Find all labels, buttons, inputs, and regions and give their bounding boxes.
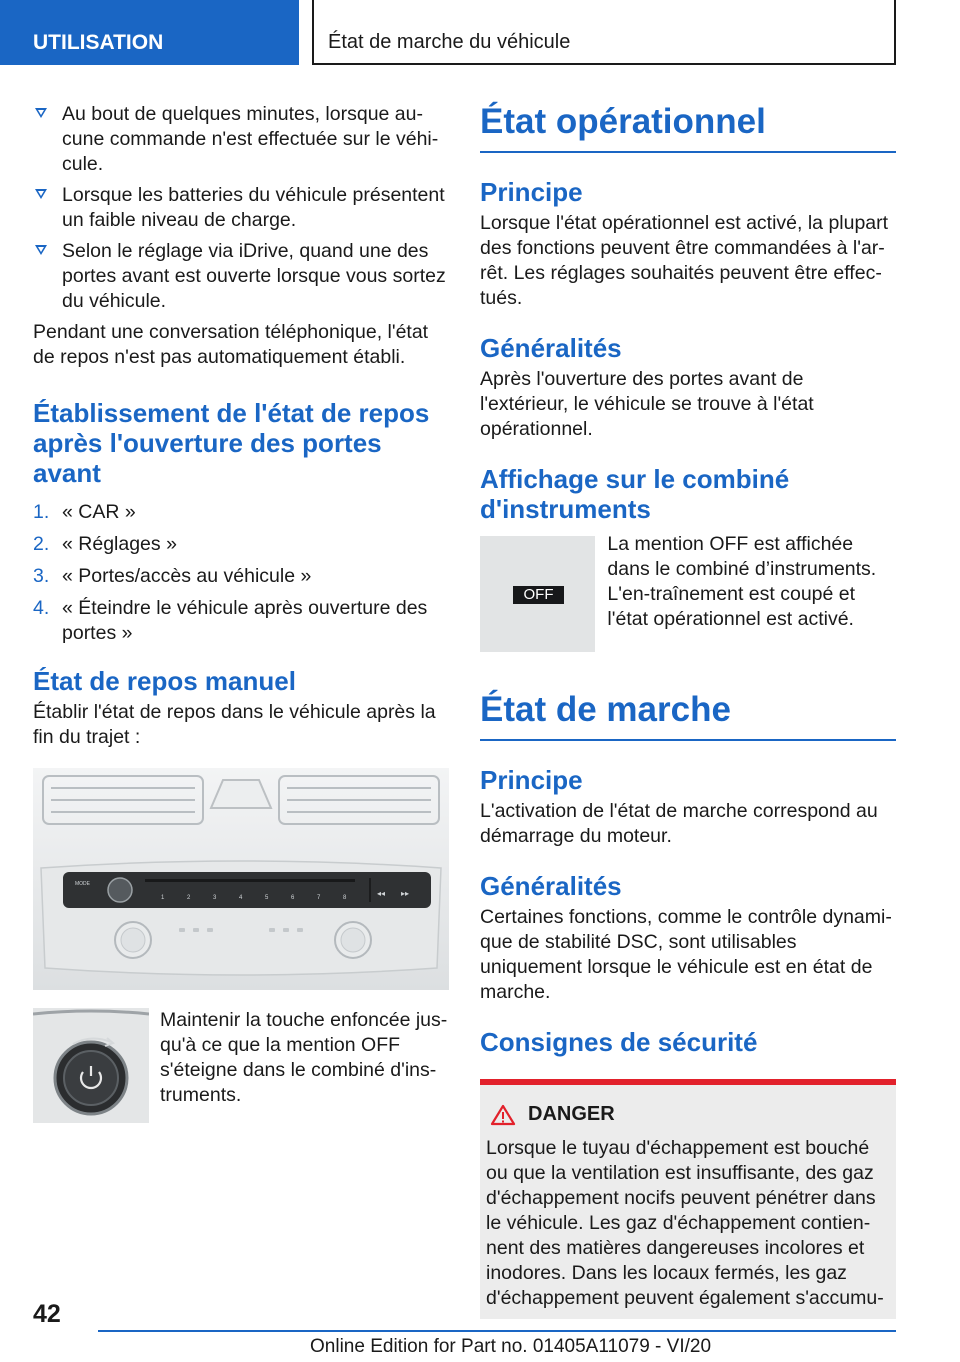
left-column bbox=[33, 102, 449, 1123]
radio-preset-6: 6 bbox=[291, 895, 295, 901]
radio-preset-1: 1 bbox=[161, 895, 165, 901]
principle-1-paragraph: Lorsque l'état opérationnel est activé, la plupart des fonctions peuvent être commandées à l'ar-rêt. Les réglages souhaités peuvent être effec-tués. bbox=[480, 212, 889, 309]
radio-panel-illustration bbox=[33, 768, 449, 990]
steps-list bbox=[33, 500, 449, 646]
svg-text:◂◂: ◂◂ bbox=[377, 889, 386, 898]
footer-divider bbox=[98, 1330, 896, 1332]
heading-principle-2: Principe bbox=[480, 765, 583, 795]
list-item: Lorsque les batteries du véhicule présentent un faible niveau de charge. bbox=[33, 183, 449, 233]
list-item: 3. « Portes/accès au véhicule » bbox=[33, 565, 312, 587]
warning-triangle-icon bbox=[490, 1104, 516, 1126]
danger-label: DANGER bbox=[528, 1103, 615, 1125]
off-indicator-illustration bbox=[480, 536, 595, 652]
heading-running: État de marche bbox=[480, 690, 896, 741]
radio-panel-drawing bbox=[33, 768, 449, 990]
heading-doors: Établissement de l'état de repos après l'ouverture des portes avant bbox=[33, 398, 430, 488]
display-paragraph: La mention OFF est affichée dans le combiné d’instruments. L'en-traînement est coupé et l'état opérationnel est activé. bbox=[607, 533, 877, 630]
heading-safety: Consignes de sécurité bbox=[480, 1027, 758, 1057]
right-column bbox=[480, 102, 896, 1319]
danger-header bbox=[486, 1103, 890, 1126]
knob-instruction bbox=[33, 1008, 449, 1123]
heading-operational: État opérationnel bbox=[480, 102, 896, 153]
triangle-bullet-icon bbox=[35, 108, 47, 118]
heading-general-1: Généralités bbox=[480, 333, 622, 363]
page-number: 42 bbox=[33, 1300, 61, 1328]
off-indicator-label: OFF bbox=[513, 586, 564, 604]
radio-preset-7: 7 bbox=[317, 895, 321, 901]
list-item: Selon le réglage via iDrive, quand une des portes avant est ouverte lorsque vous sortez du véhicule. bbox=[33, 239, 449, 314]
svg-text:▸▸: ▸▸ bbox=[401, 889, 410, 898]
section-tab: UTILISATION bbox=[0, 0, 299, 65]
heading-general-2: Généralités bbox=[480, 871, 622, 901]
knob-paragraph: Maintenir la touche enfoncée jus-qu'à ce que la mention OFF s'éteigne dans le combiné d'ins-truments. bbox=[160, 1009, 448, 1106]
list-item: Au bout de quelques minutes, lorsque au-cune commande n'est effectuée sur le véhi-cule. bbox=[33, 102, 449, 177]
radio-preset-3: 3 bbox=[213, 895, 217, 901]
danger-box bbox=[480, 1079, 896, 1319]
bullet-list bbox=[33, 102, 449, 314]
edition-note: Online Edition for Part no. 01405A11079 - VI/20 bbox=[310, 1336, 712, 1357]
triangle-bullet-icon bbox=[35, 245, 47, 255]
list-item: 1. « CAR » bbox=[33, 501, 136, 523]
radio-preset-4: 4 bbox=[239, 895, 243, 901]
principle-2-paragraph: L'activation de l'état de marche correspond au démarrage du moteur. bbox=[480, 800, 878, 847]
power-knob-illustration bbox=[33, 1008, 149, 1123]
power-knob-drawing bbox=[33, 1008, 149, 1123]
list-item: 4. « Éteindre le véhicule après ouverture des portes » bbox=[33, 597, 428, 644]
heading-display: Affichage sur le combiné d'instruments bbox=[480, 464, 790, 524]
general-1-paragraph: Après l'ouverture des portes avant de l'extérieur, le véhicule se trouve à l'état opérationnel. bbox=[480, 368, 814, 440]
danger-paragraph: Lorsque le tuyau d'échappement est bouché ou que la ventilation est insuffisante, des gaz d'échappement nocifs peuvent pénétrer dans le véhicule. Les gaz d'échappement contien-nent des matières dangereuses incolores et inodores. Dans les locaux fermés, les gaz d'échappement peuvent également s'accumu- bbox=[486, 1137, 884, 1309]
triangle-bullet-icon bbox=[35, 189, 47, 199]
general-2-paragraph: Certaines fonctions, comme le contrôle dynami-que de stabilité DSC, sont utilisables uniquement lorsque le véhicule est en état de marche. bbox=[480, 906, 892, 1003]
off-display-block bbox=[480, 533, 896, 652]
manual-paragraph: Établir l'état de repos dans le véhicule après la fin du trajet : bbox=[33, 701, 436, 748]
radio-preset-5: 5 bbox=[265, 895, 269, 901]
phone-paragraph: Pendant une conversation téléphonique, l'état de repos n'est pas automatiquement établi. bbox=[33, 321, 429, 368]
heading-principle-1: Principe bbox=[480, 177, 583, 207]
page-header-title: État de marche du véhicule bbox=[312, 0, 896, 65]
radio-preset-8: 8 bbox=[343, 895, 347, 901]
list-item: 2. « Réglages » bbox=[33, 533, 177, 555]
heading-manual: État de repos manuel bbox=[33, 666, 296, 696]
radio-preset-2: 2 bbox=[187, 895, 191, 901]
radio-mode-label: MODE bbox=[75, 881, 90, 887]
